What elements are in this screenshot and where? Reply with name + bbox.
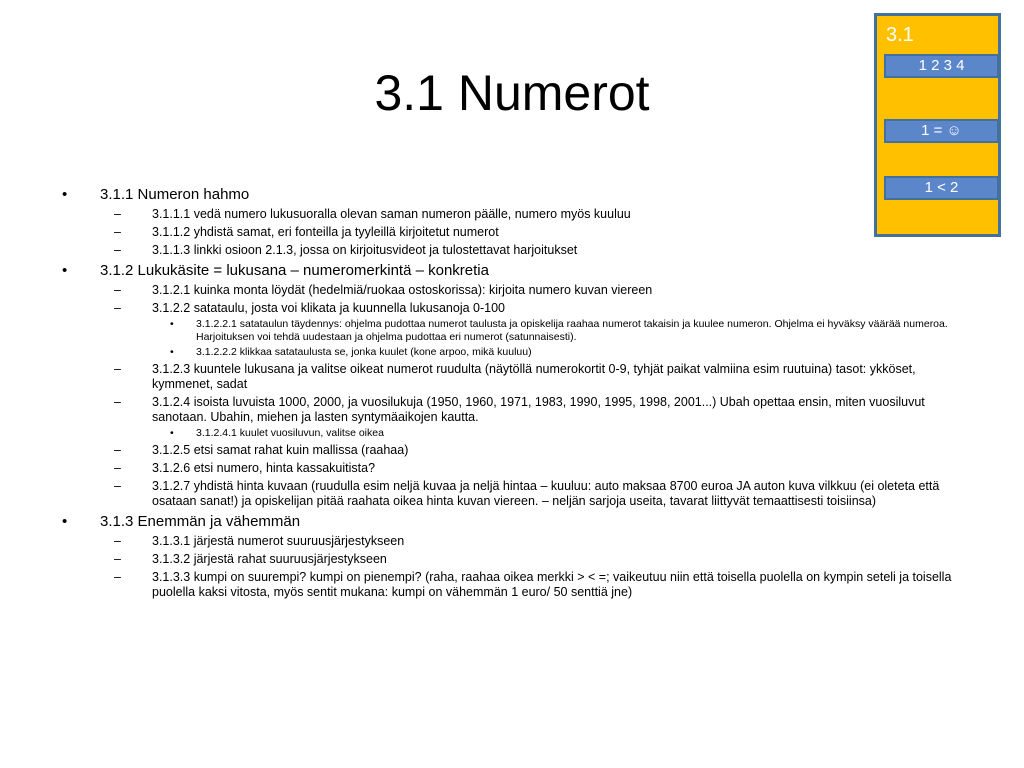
less-than-button[interactable]: 1 < 2 bbox=[884, 176, 999, 200]
bullet-dot: • bbox=[62, 262, 68, 279]
numbers-button[interactable]: 1 2 3 4 bbox=[884, 54, 999, 78]
list-item bbox=[106, 570, 972, 600]
bullet-dot: • bbox=[62, 513, 68, 530]
item-text: 3.1.1.3 linkki osioon 2.1.3, jossa on kirjoitusvideot ja tulostettavat harjoitukset bbox=[152, 243, 578, 257]
list-item bbox=[106, 479, 972, 509]
bullet-dash: – bbox=[114, 461, 121, 475]
outline-list bbox=[62, 185, 972, 600]
bullet-dash: – bbox=[114, 243, 121, 257]
bullet-dash: – bbox=[114, 225, 121, 239]
item-text: 3.1.2.2 satataulu, josta voi klikata ja kuunnella lukusanoja 0-100 bbox=[152, 301, 506, 315]
list-item bbox=[106, 552, 972, 567]
list-item bbox=[106, 301, 972, 359]
slide-title: 3.1 Numerot bbox=[374, 65, 650, 121]
item-text: 3.1.3.1 järjestä numerot suuruusjärjestykseen bbox=[152, 534, 405, 548]
bullet-dash: – bbox=[114, 443, 121, 457]
section-heading: 3.1.1 Numeron hahmo bbox=[100, 186, 250, 203]
item-text: 3.1.2.7 yhdistä hinta kuvaan (ruudulla esim neljä kuvaa ja neljä hintaa – kuuluu: auto maksaa 8700 euroa JA auton kuva vilkkuu (ei oleteta että osataan sanat!) ja opiskelijan pitää raahata oikea hinta kuvan viereen. – neljän sarjoja useita, tavarat liittyvät temaattisesti toisiinsa) bbox=[152, 479, 940, 508]
bullet-dash: – bbox=[114, 552, 121, 566]
sub-list-item bbox=[152, 346, 972, 359]
item-text: 3.1.1.2 yhdistä samat, eri fonteilla ja tyyleillä kirjoitetut numerot bbox=[152, 225, 499, 239]
item-text: 3.1.2.2.2 klikkaa satataulusta se, jonka kuulet (kone arpoo, mikä kuuluu) bbox=[196, 346, 532, 358]
bullet-dash: – bbox=[114, 207, 121, 221]
list-item bbox=[106, 395, 972, 440]
item-text: 3.1.3.2 järjestä rahat suuruusjärjestykseen bbox=[152, 552, 387, 566]
list-item bbox=[106, 534, 972, 549]
sub-list-item bbox=[152, 318, 972, 344]
sub-list-item bbox=[152, 427, 972, 440]
bullet-dash: – bbox=[114, 570, 121, 584]
equals-button[interactable]: 1 = ☺ bbox=[884, 119, 999, 143]
bullet-dot: • bbox=[170, 427, 174, 439]
item-text: 3.1.2.3 kuuntele lukusana ja valitse oikeat numerot ruudulta (näytöllä numerokortit 0-9, tyhjät paikat valmiina esim ruutuina) tasot: ykköset, kymmenet, sadat bbox=[152, 362, 916, 391]
bullet-dot: • bbox=[170, 318, 174, 330]
item-text: 3.1.2.1 kuinka monta löydät (hedelmiä/ruokaa ostoskorissa): kirjoita numero kuvan viereen bbox=[152, 283, 653, 297]
list-item bbox=[106, 362, 972, 392]
item-text: 3.1.2.5 etsi samat rahat kuin mallissa (raahaa) bbox=[152, 443, 409, 457]
bullet-dot: • bbox=[62, 186, 68, 203]
list-item bbox=[106, 283, 972, 298]
section-item bbox=[62, 185, 972, 258]
bullet-dash: – bbox=[114, 479, 121, 493]
bullet-dash: – bbox=[114, 362, 121, 376]
item-text: 3.1.1.1 vedä numero lukusuoralla olevan saman numeron päälle, numero myös kuuluu bbox=[152, 207, 631, 221]
list-item bbox=[106, 443, 972, 458]
item-text: 3.1.2.2.1 satataulun täydennys: ohjelma pudottaa numerot taulusta ja opiskelija raahaa numerot takaisin ja kuulee numeron. Ohjelma ei hyväksy väärää numeroa. Harjoituksen voi tehdä uudestaan ja ohjelma pudottaa eri numerot (satunnaisesti). bbox=[196, 318, 948, 343]
bullet-dash: – bbox=[114, 301, 121, 315]
section-item bbox=[62, 512, 972, 600]
list-item bbox=[106, 225, 972, 240]
list-item bbox=[106, 461, 972, 476]
list-item bbox=[106, 243, 972, 258]
section-heading: 3.1.3 Enemmän ja vähemmän bbox=[100, 513, 301, 530]
item-text: 3.1.2.6 etsi numero, hinta kassakuitista? bbox=[152, 461, 376, 475]
bullet-dot: • bbox=[170, 346, 174, 358]
section-item bbox=[62, 261, 972, 509]
slide-content bbox=[62, 182, 972, 600]
section-heading: 3.1.2 Lukukäsite = lukusana – numeromerkintä – konkretia bbox=[100, 262, 489, 279]
item-text: 3.1.3.3 kumpi on suurempi? kumpi on pienempi? (raha, raahaa oikea merkki > < =; vaikeutuu niin että toisella puolella on kympin seteli ja toisella puolella kaksi vitosta, myös sentit mukana: kumpi on vähemmän 1 euro/ 50 senttiä jne) bbox=[152, 570, 952, 599]
item-text: 3.1.2.4.1 kuulet vuosiluvun, valitse oikea bbox=[196, 427, 384, 439]
item-text: 3.1.2.4 isoista luvuista 1000, 2000, ja vuosilukuja (1950, 1960, 1971, 1983, 1990, 1995, 1998, 2001...) Ubah opettaa ensin, miten vuosiluvut sanotaan. Ubahin, miehen ja lasten syntymäaikojen kautta. bbox=[152, 395, 925, 424]
bullet-dash: – bbox=[114, 283, 121, 297]
list-item bbox=[106, 207, 972, 222]
bullet-dash: – bbox=[114, 395, 121, 409]
section-number-label: 3.1 bbox=[886, 24, 914, 46]
bullet-dash: – bbox=[114, 534, 121, 548]
